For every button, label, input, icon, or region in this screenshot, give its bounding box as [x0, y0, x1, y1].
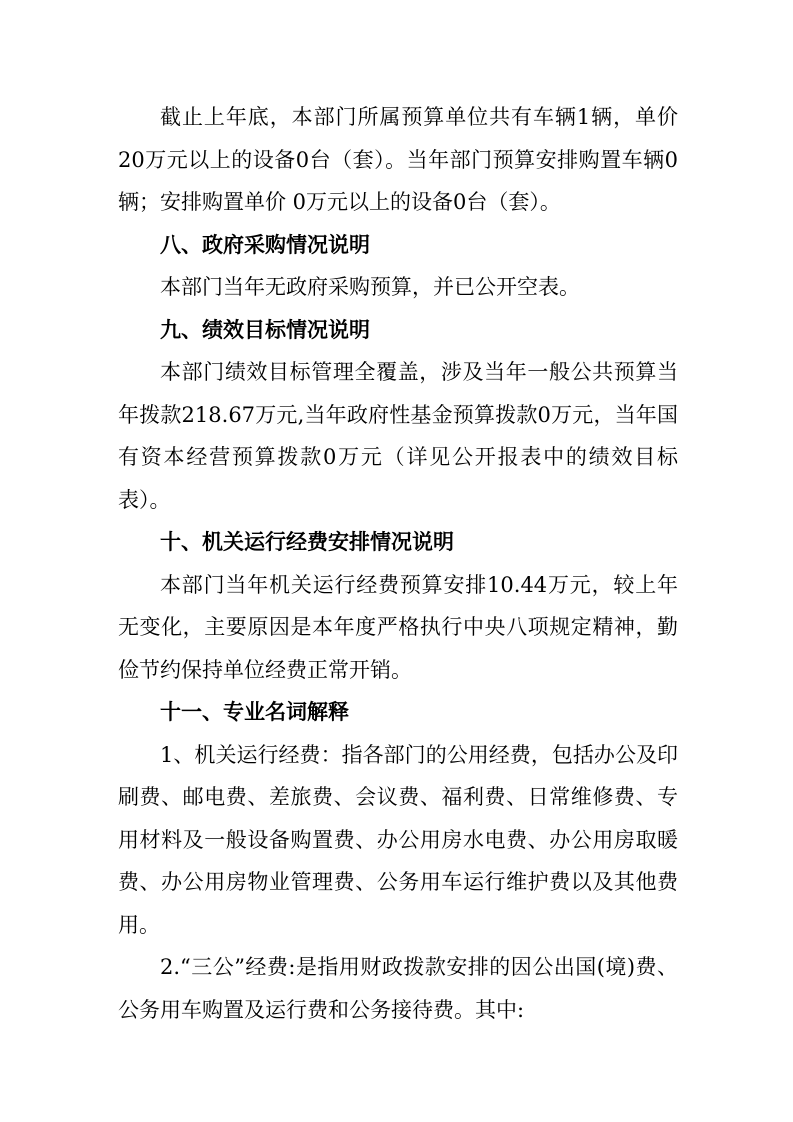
section-heading-operating-expenses: 十、机关运行经费安排情况说明 — [160, 530, 454, 554]
performance-goals-paragraph: 本部门绩效目标管理全覆盖，涉及当年一般公共预算当年拨款218.67万元,当年政府性基金预算拨款0万元，当年国有资本经营预算拨款0万元（详见公开报表中的绩效目标表）。 — [118, 360, 678, 512]
section-heading-government-procurement: 八、政府采购情况说明 — [160, 232, 370, 257]
document-page — [118, 96, 678, 1031]
government-procurement-paragraph: 本部门当年无政府采购预算，并已公开空表。 — [160, 275, 580, 299]
glossary-item-operating-expenses: 1、机关运行经费：指各部门的公用经费，包括办公及印刷费、邮电费、差旅费、会议费、福利费、日常维修费、专用材料及一般设备购置费、办公用房水电费、办公用房取暖费、办公用房物业管理费、公务用车运行维护费以及其他费用。 — [118, 742, 678, 937]
vehicle-equipment-paragraph: 截止上年底，本部门所属预算单位共有车辆1辆，单价20万元以上的设备0台（套）。当年部门预算安排购置车辆0辆；安排购置单价 0万元以上的设备0台（套）。 — [118, 105, 678, 214]
operating-expenses-paragraph: 本部门当年机关运行经费预算安排10.44万元，较上年无变化，主要原因是本年度严格执行中央八项规定精神，勤俭节约保持单位经费正常开销。 — [118, 572, 678, 682]
section-heading-performance-goals: 九、绩效目标情况说明 — [160, 317, 370, 342]
glossary-item-three-public-expenses: 2.“三公”经费:是指用财政拨款安排的因公出国(境)费、公务用车购置及运行费和公务接待费。其中: — [118, 955, 678, 1022]
section-heading-glossary: 十一、专业名词解释 — [160, 700, 349, 724]
